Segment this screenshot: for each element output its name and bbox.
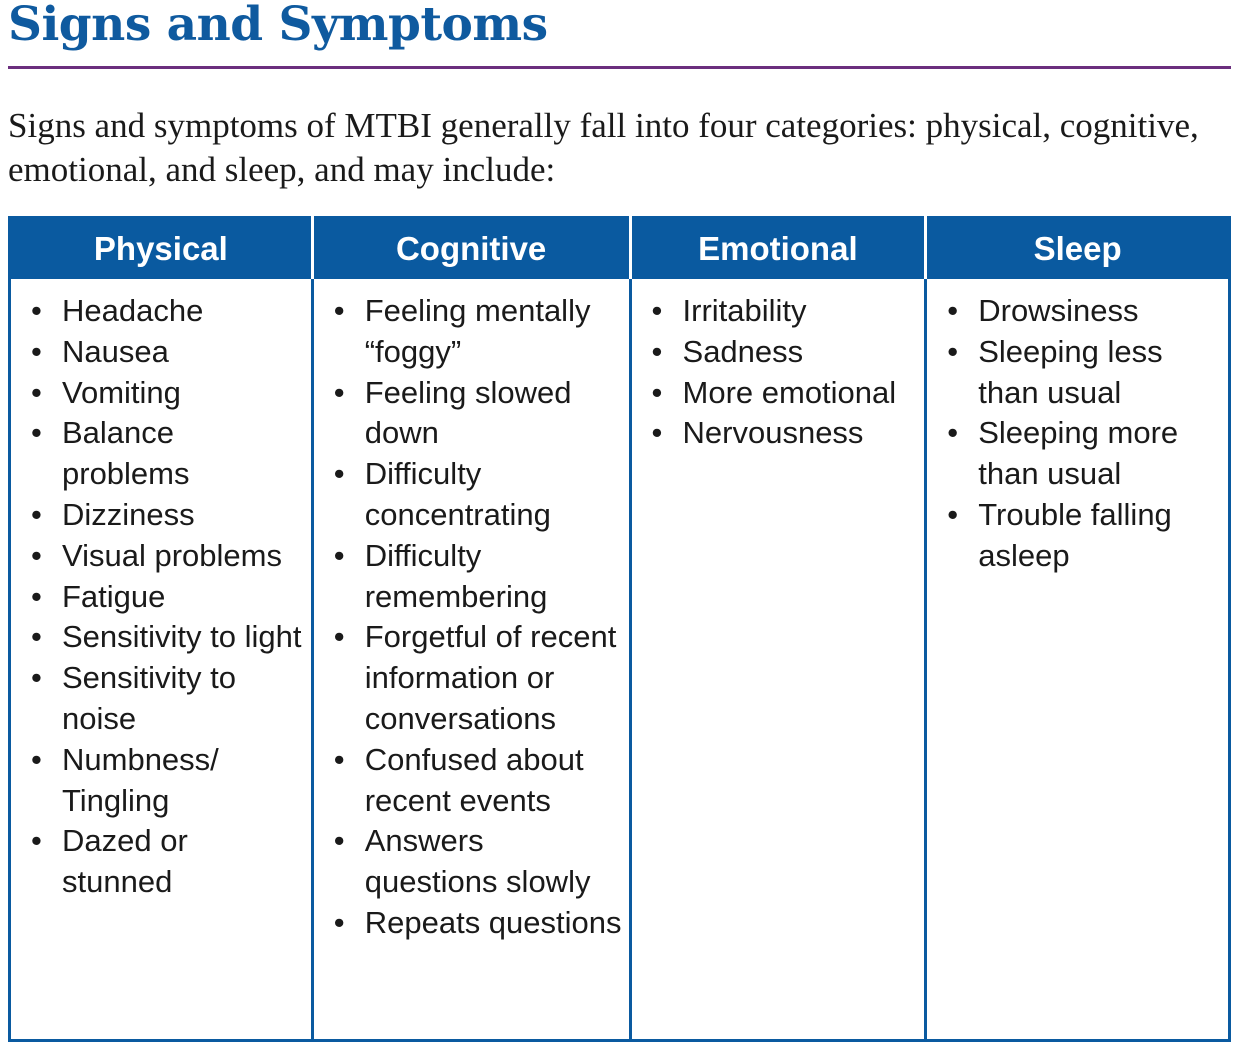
- list-item: • Trouble falling asleep: [947, 495, 1222, 577]
- list-item: • Sadness: [652, 332, 919, 373]
- list-item: • More emotional: [652, 373, 919, 414]
- list-item: • Difficulty concentrating: [334, 454, 623, 536]
- list-item: • Sleeping more than usual: [947, 413, 1222, 495]
- table-body-row: [10, 279, 1230, 1041]
- page-title: Signs and Symptoms: [8, 0, 548, 52]
- column-header-physical: Physical: [10, 218, 313, 280]
- cognitive-symptom-list: [334, 291, 623, 944]
- list-item: • Sleeping less than usual: [947, 332, 1222, 414]
- physical-symptom-list: [31, 291, 305, 903]
- list-item: • Dazed or stunned: [31, 821, 305, 903]
- list-item: • Vomiting: [31, 373, 305, 414]
- list-item: • Nausea: [31, 332, 305, 373]
- list-item: • Drowsiness: [947, 291, 1222, 332]
- list-item: • Repeats questions: [334, 903, 623, 944]
- intro-paragraph: Signs and symptoms of MTBI generally fall into four categories: physical, cognitive, emotional, and sleep, and may include:: [8, 106, 1199, 189]
- list-item: • Confused about recent events: [334, 740, 623, 822]
- sleep-cell: [926, 279, 1230, 1041]
- title-divider: [8, 66, 1231, 69]
- list-item: • Feeling mentally “foggy”: [334, 291, 623, 373]
- table-header-row: [10, 218, 1230, 280]
- list-item: • Visual problems: [31, 536, 305, 577]
- sleep-symptom-list: [947, 291, 1222, 577]
- column-header-emotional: Emotional: [630, 218, 926, 280]
- list-item: • Balance problems: [31, 413, 305, 495]
- emotional-cell: [630, 279, 926, 1041]
- emotional-symptom-list: [652, 291, 919, 454]
- list-item: • Nervousness: [652, 413, 919, 454]
- list-item: • Dizziness: [31, 495, 305, 536]
- list-item: • Headache: [31, 291, 305, 332]
- symptoms-table: [8, 216, 1231, 1042]
- list-item: • Feeling slowed down: [334, 373, 623, 455]
- list-item: • Answers questions slowly: [334, 821, 623, 903]
- column-header-cognitive: Cognitive: [312, 218, 630, 280]
- physical-cell: [10, 279, 313, 1041]
- list-item: • Sensitivity to noise: [31, 658, 305, 740]
- list-item: • Difficulty remembering: [334, 536, 623, 618]
- list-item: • Sensitivity to light: [31, 617, 305, 658]
- list-item: • Fatigue: [31, 577, 305, 618]
- column-header-sleep: Sleep: [926, 218, 1230, 280]
- list-item: • Forgetful of recent information or conversations: [334, 617, 623, 739]
- list-item: • Irritability: [652, 291, 919, 332]
- cognitive-cell: [312, 279, 630, 1041]
- list-item: • Numbness/ Tingling: [31, 740, 305, 822]
